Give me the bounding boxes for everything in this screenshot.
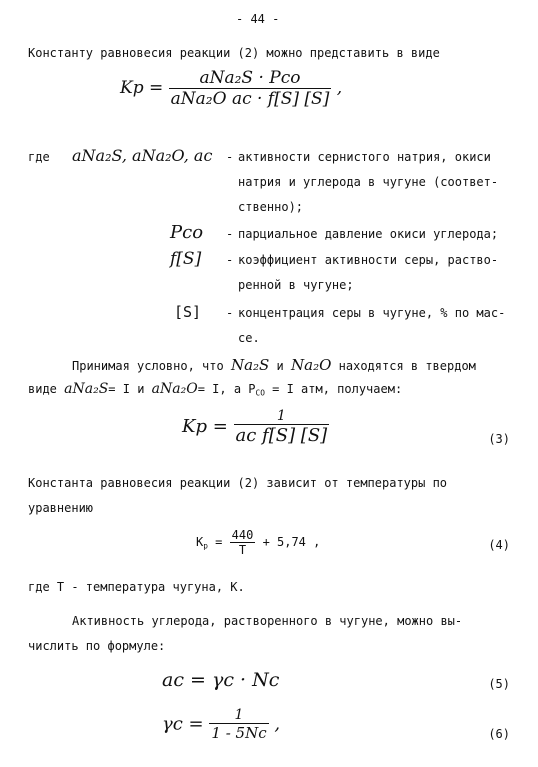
def-dash-1: -: [226, 150, 234, 164]
formula-trail: ,: [336, 78, 343, 98]
formula6-denominator: 1 - 5Nc: [211, 724, 267, 742]
para2-symbol-na2s: Na₂S: [230, 356, 270, 374]
para2-text-c: виде: [28, 382, 57, 396]
formula-3: [182, 408, 329, 446]
formula3-denominator: ac f[S] [S]: [235, 425, 328, 446]
def-symbol-1: aNa₂S, aNa₂O, ac: [72, 146, 213, 165]
def-text-3a: коэффициент активности серы, раство-: [238, 253, 499, 267]
para2-and: и: [276, 359, 284, 373]
formula3-numerator: 1: [276, 408, 286, 424]
formula6-trail: ,: [274, 713, 281, 735]
para3-line2: уравнению: [28, 501, 94, 515]
para2-co-sub: CO: [255, 388, 265, 398]
formula4-numerator: 440: [231, 528, 254, 542]
formula3-lhs: Kp =: [182, 416, 228, 437]
where-label: где: [28, 150, 50, 164]
formula-numerator: aNa₂S · Pco: [199, 68, 301, 88]
def-dash-3: -: [226, 253, 234, 267]
para2-eq1: = I и: [108, 382, 145, 396]
page-number: - 44 -: [236, 12, 280, 26]
def-dash-2: -: [226, 227, 234, 241]
def-text-3b: ренной в чугуне;: [238, 278, 354, 292]
formula4-eq: =: [215, 535, 223, 549]
def-dash-4: -: [226, 306, 234, 320]
para2-symbol-a-na2s: aNa₂S: [64, 381, 109, 397]
def-text-1b: натрия и углерода в чугуне (соответ-: [238, 175, 499, 189]
para3-line1: Константа равновесия реакции (2) зависит от температуры по: [28, 476, 448, 490]
formula-5: ac = γc · Nc: [162, 669, 280, 691]
formula6-fraction: [209, 707, 268, 742]
para2-line2: [28, 381, 402, 398]
equation-number-6: (6): [488, 727, 510, 741]
formula4-lhs: K: [196, 535, 204, 549]
formula-4: [196, 528, 320, 557]
def-text-2: парциальное давление окиси углерода;: [238, 227, 499, 241]
def-symbol-4: [S]: [174, 303, 202, 321]
def-symbol-2: Pco: [170, 222, 204, 243]
para2-symbol-a-na2o: aNa₂O: [151, 381, 198, 397]
intro-text: Константу равновесия реакции (2) можно представить в виде: [28, 46, 440, 60]
formula-fraction: [169, 68, 332, 109]
formula6-numerator: 1: [234, 707, 244, 723]
formula-kp-full: [120, 68, 342, 109]
formula3-fraction: [234, 408, 330, 446]
para2-text-a: Принимая условно, что: [72, 359, 224, 373]
formula4-fraction: [230, 528, 256, 557]
para2-eq2: = I, а P: [197, 382, 256, 396]
formula-denominator: aNa₂O ac · f[S] [S]: [170, 89, 330, 109]
para2-rest: = I атм, получаем:: [272, 382, 403, 396]
equation-number-4: (4): [488, 538, 510, 552]
def-text-4a: концентрация серы в чугуне, % по мас-: [238, 306, 506, 320]
para2-symbol-na2o: Na₂O: [291, 356, 332, 374]
def-text-1a: активности сернистого натрия, окиси: [238, 150, 491, 164]
def-text-1c: ственно);: [238, 200, 304, 214]
formula4-lhs-sub: p: [203, 541, 208, 551]
para4: где T - температура чугуна, K.: [28, 580, 245, 594]
formula-6: [162, 707, 280, 742]
equation-number-5: (5): [488, 677, 510, 691]
para2-line1: [72, 356, 476, 374]
def-symbol-3: f[S]: [170, 249, 202, 269]
def-text-4b: се.: [238, 331, 260, 345]
formula-lhs: Kp =: [120, 78, 164, 98]
formula4-denominator: T: [230, 542, 256, 557]
equation-number-3: (3): [488, 432, 510, 446]
formula6-lhs: γc =: [162, 713, 204, 735]
para2-text-b: находятся в твердом: [338, 359, 476, 373]
para5-line2: числить по формуле:: [28, 639, 166, 653]
formula4-rest: + 5,74 ,: [262, 535, 321, 549]
para5-line1: Активность углерода, растворенного в чугуне, можно вы-: [72, 614, 463, 628]
